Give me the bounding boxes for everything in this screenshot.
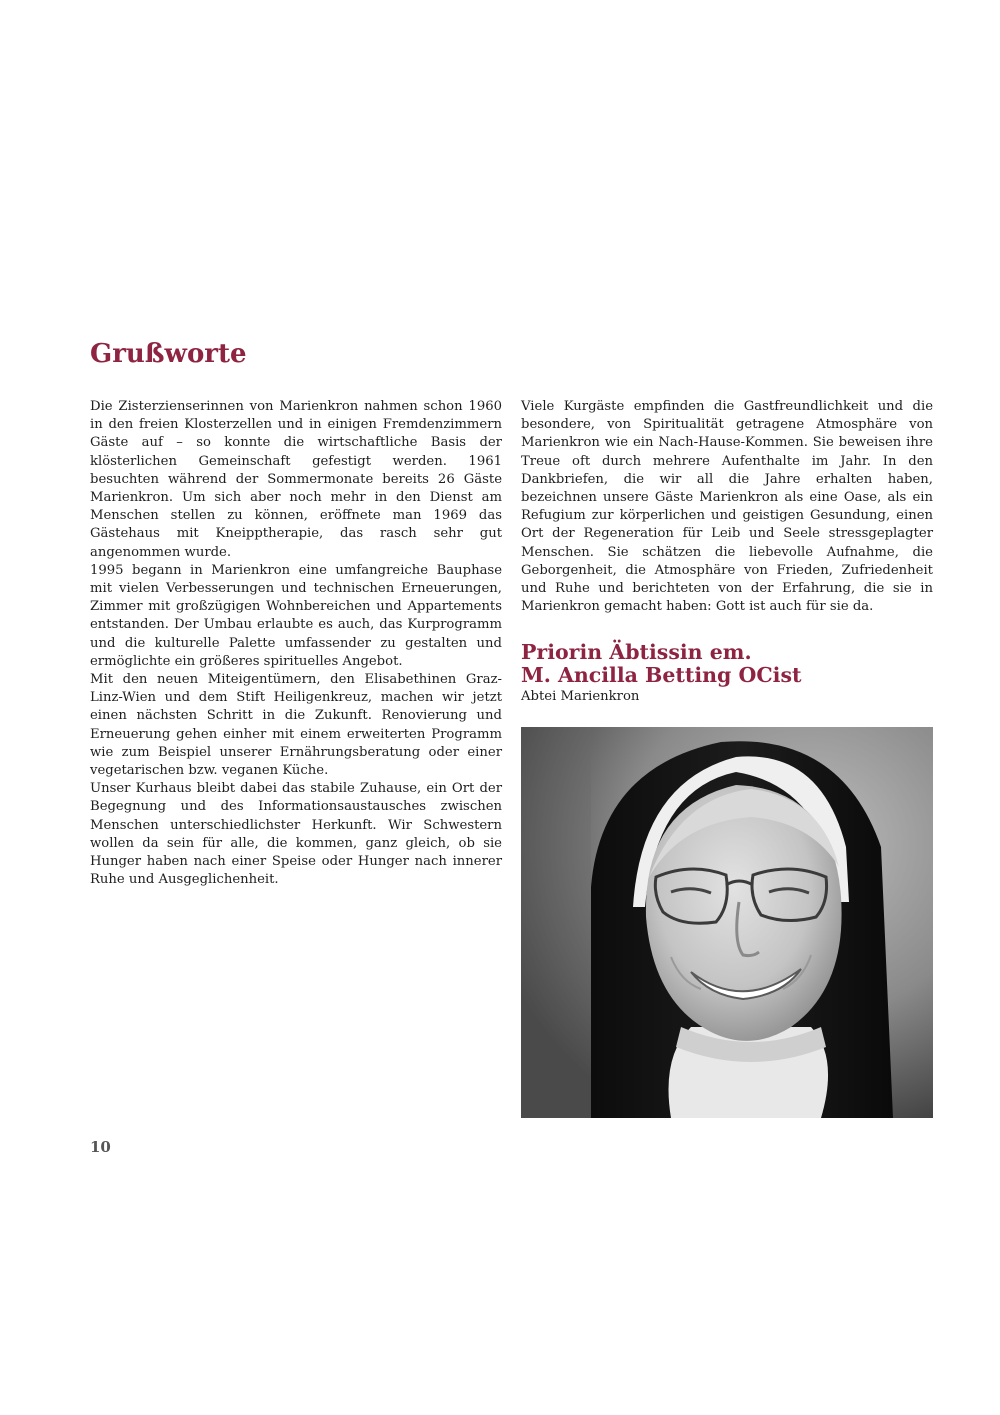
paragraph: Die Zisterzienserinnen von Marienkron nahmen schon 1960 in den freien Klosterzellen und in einigen Fremdenzimmern Gäste auf – so konnte die wirtschaftliche Basis der klösterlichen Gemeinschaft gefestigt werden. 1961 besuchten während der Sommermonate bereits 26 Gäste Marienkron. Um sich aber noch mehr in den Dienst am Menschen stellen zu können, eröffnete man 1969 das Gästehaus mit Kneipptherapie, das rasch sehr gut angenommen wurde. — [90, 399, 502, 560]
paragraph: Mit den neuen Miteigentümern, den Elisabethinen Graz-Linz-Wien und dem Stift Heiligenkreuz, machen wir jetzt einen nächsten Schritt in die Zukunft. Renovierung und Erneuerung gehen einher mit einem erweiterten Programm wie zum Beispiel unserer Ernährungsberatung oder einer vegetarischen bzw. veganen Küche. — [90, 672, 502, 779]
portrait-photo — [521, 727, 933, 1118]
left-text-column — [90, 398, 502, 889]
signature-name-line-1: Priorin Äbtissin em. — [521, 640, 752, 664]
page-number: 10 — [90, 1138, 111, 1156]
page-title: Grußworte — [90, 339, 247, 369]
paragraph: 1995 begann in Marienkron eine umfangreiche Bauphase mit vielen Verbesserungen und technischen Erneuerungen, Zimmer mit großzügigen Wohnbereichen und Appartements entstanden. Der Umbau erlaubte es auch, das Kurprogramm und die kulturelle Palette umfassender zu gestalten und ermöglichte ein größeres spirituelles Angebot. — [90, 562, 502, 669]
right-text-column — [521, 398, 933, 616]
paragraph: Unser Kurhaus bleibt dabei das stabile Zuhause, ein Ort der Begegnung und des Informationsaustausches zwischen Menschen unterschiedlichster Herkunft. Wir Schwestern wollen da sein für alle, die kommen, ganz gleich, ob sie Hunger haben nach einer Speise oder Hunger nach innerer Ruhe und Ausgeglichenheit. — [90, 781, 502, 888]
paragraph: Viele Kurgäste empfinden die Gastfreundlichkeit und die besondere, von Spiritualität getragene Atmosphäre von Marienkron wie ein Nach-Hause-Kommen. Sie beweisen ihre Treue oft durch mehrere Aufenthalte im Jahr. In den Dankbriefen, die wir all die Jahre erhalten haben, bezeichnen unsere Gäste Marienkron als eine Oase, als ein Refugium zur körperlichen und geistigen Gesundung, einen Ort der Regeneration für Leib und Seele stressgeplagter Menschen. Sie schätzen die liebevolle Aufnahme, die Geborgenheit, die Atmosphäre von Frieden, Zufriedenheit und Ruhe und berichteten von der Erfahrung, die sie in Marienkron gemacht haben: Gott ist auch für sie da. — [521, 399, 933, 615]
signature-organization: Abtei Marienkron — [521, 689, 640, 704]
signature-name-line-2: M. Ancilla Betting OCist — [521, 663, 802, 687]
signature-block — [521, 641, 933, 706]
